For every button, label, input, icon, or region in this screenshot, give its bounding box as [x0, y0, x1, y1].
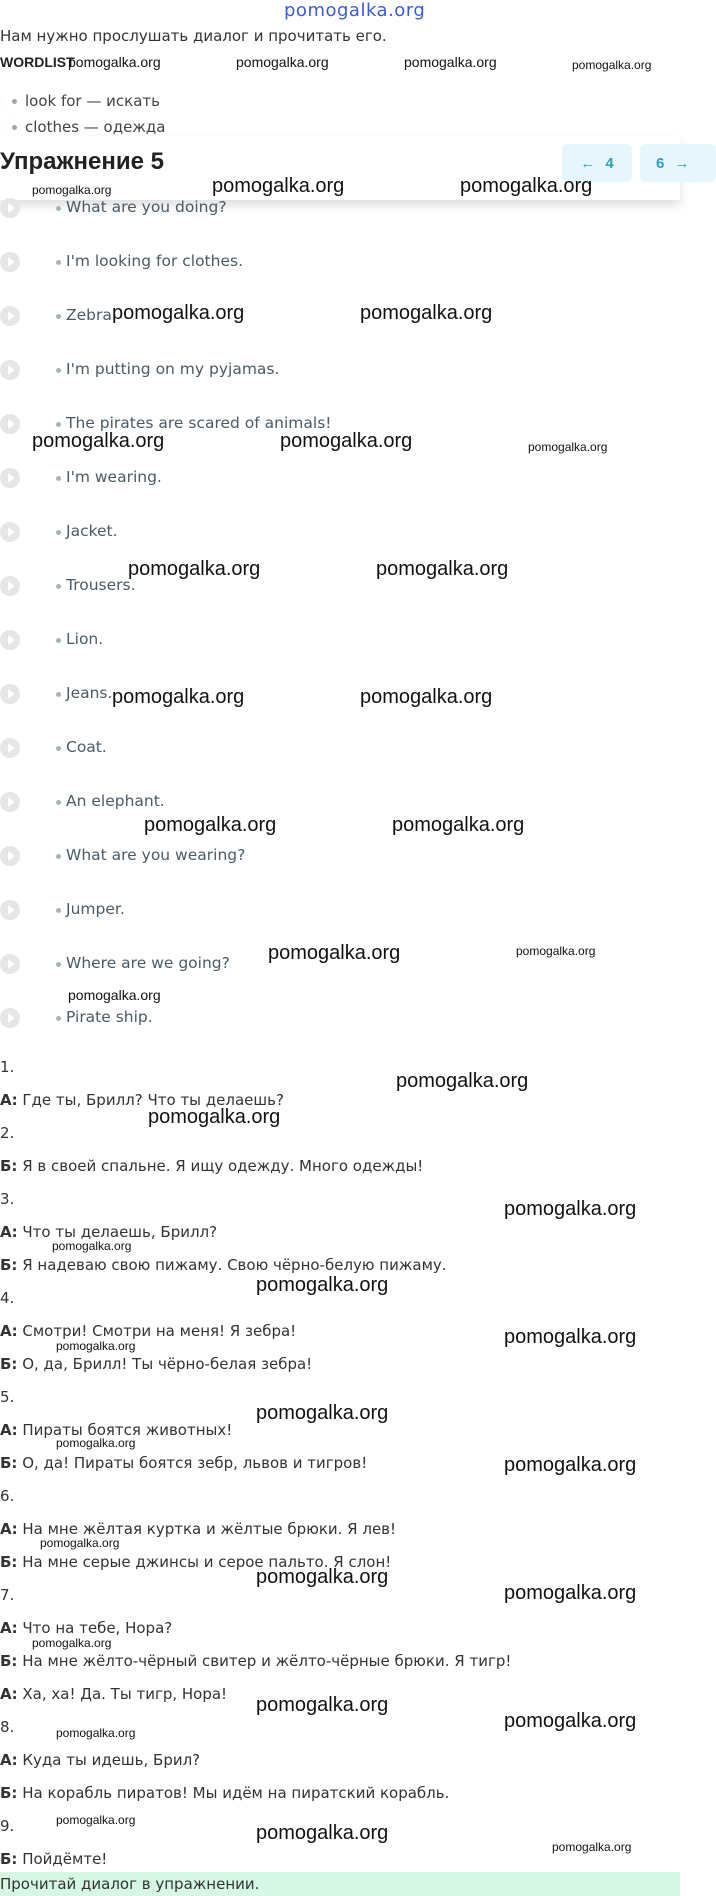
phrase-text: The pirates are scared of animals!: [66, 414, 332, 432]
arrow-right-icon: →: [674, 154, 690, 172]
speaker-label: А:: [0, 1685, 18, 1703]
dialog-line: [0, 1619, 172, 1637]
next-exercise-label: 6: [656, 154, 665, 172]
watermark: pomogalka.org: [32, 183, 112, 197]
bullet-icon: [56, 908, 61, 913]
speaker-label: Б:: [0, 1553, 18, 1571]
watermark: pomogalka.org: [256, 1274, 389, 1296]
dialog-line: [0, 1850, 107, 1868]
bullet-icon: [56, 692, 61, 697]
dialog-line: [0, 1751, 200, 1769]
line-text: На мне серые джинсы и серое пальто. Я слон!: [17, 1553, 392, 1571]
bullet-icon: [56, 962, 61, 967]
dialog-number: 5.: [0, 1388, 15, 1406]
bullet-icon: [56, 530, 61, 535]
task-note-text: Прочитай диалог в упражнении.: [0, 1875, 260, 1893]
bullet-icon: [56, 1016, 61, 1021]
dialog-line: [0, 1685, 227, 1703]
watermark: pomogalka.org: [56, 1726, 136, 1740]
play-icon[interactable]: [0, 792, 20, 812]
intro-text: Нам нужно прослушать диалог и прочитать его.: [0, 27, 387, 45]
bullet-icon: [56, 638, 61, 643]
speaker-label: А:: [0, 1223, 18, 1241]
phrase-row: [0, 898, 400, 924]
line-text: Пойдёмте!: [17, 1850, 108, 1868]
phrase-row: [0, 628, 400, 654]
watermark: pomogalka.org: [144, 814, 277, 836]
watermark: pomogalka.org: [392, 814, 525, 836]
speaker-label: Б:: [0, 1784, 18, 1802]
phrase-text: What are you wearing?: [66, 846, 246, 864]
bullet-icon: [56, 260, 61, 265]
watermark: pomogalka.org: [360, 686, 493, 708]
watermark: pomogalka.org: [112, 302, 245, 324]
watermark: pomogalka.org: [504, 1198, 637, 1220]
speaker-label: Б:: [0, 1454, 18, 1472]
watermark: pomogalka.org: [256, 1822, 389, 1844]
dialog-number: 1.: [0, 1058, 15, 1076]
play-icon[interactable]: [0, 360, 20, 380]
watermark: pomogalka.org: [504, 1326, 637, 1348]
watermark: pomogalka.org: [396, 1070, 529, 1092]
phrase-row: [0, 844, 400, 870]
dialog-line: [0, 1256, 447, 1274]
play-icon[interactable]: [0, 576, 20, 596]
watermark: pomogalka.org: [404, 54, 497, 70]
phrase-text: Pirate ship.: [66, 1008, 153, 1026]
speaker-label: А:: [0, 1322, 18, 1340]
play-icon[interactable]: [0, 468, 20, 488]
play-icon[interactable]: [0, 900, 20, 920]
line-text: О, да! Пираты боятся зебр, львов и тигров!: [17, 1454, 368, 1472]
line-text: Смотри! Смотри на меня! Я зебра!: [17, 1322, 297, 1340]
bullet-icon: [56, 368, 61, 373]
wordlist-item: [12, 118, 166, 136]
bullet-icon: [56, 584, 61, 589]
phrase-row: [0, 1006, 400, 1032]
watermark: pomogalka.org: [360, 302, 493, 324]
next-exercise-button[interactable]: [640, 144, 716, 182]
dialog-number: 9.: [0, 1817, 15, 1835]
speaker-label: Б:: [0, 1850, 18, 1868]
bullet-icon: [12, 125, 17, 130]
speaker-label: Б:: [0, 1157, 18, 1175]
dialog-number: 3.: [0, 1190, 15, 1208]
play-icon[interactable]: [0, 522, 20, 542]
dialog-number: 4.: [0, 1289, 15, 1307]
wordlist-item-text: clothes — одежда: [25, 118, 166, 136]
watermark: pomogalka.org: [256, 1566, 389, 1588]
watermark: pomogalka.org: [32, 1636, 112, 1650]
dialog-line: [0, 1454, 367, 1472]
exercise-title: Упражнение 5: [0, 148, 164, 175]
line-text: Я в своей спальне. Я ищу одежду. Много одежды!: [17, 1157, 424, 1175]
bullet-icon: [12, 99, 17, 104]
watermark: pomogalka.org: [148, 1106, 281, 1128]
play-icon[interactable]: [0, 738, 20, 758]
arrow-left-icon: ←: [580, 154, 596, 172]
wordlist-label: WORDLIST: [0, 54, 75, 70]
play-icon[interactable]: [0, 414, 20, 434]
phrase-text: I'm wearing.: [66, 468, 162, 486]
speaker-label: А:: [0, 1520, 18, 1538]
watermark: pomogalka.org: [40, 1536, 120, 1550]
dialog-number: 8.: [0, 1718, 15, 1736]
speaker-label: А:: [0, 1619, 18, 1637]
line-text: Куда ты идешь, Брил?: [17, 1751, 201, 1769]
watermark: pomogalka.org: [212, 175, 345, 197]
speaker-label: А:: [0, 1091, 18, 1109]
line-text: На мне жёлто-чёрный свитер и жёлто-чёрные брюки. Я тигр!: [17, 1652, 512, 1670]
play-icon[interactable]: [0, 954, 20, 974]
play-icon[interactable]: [0, 252, 20, 272]
line-text: На корабль пиратов! Мы идём на пиратский корабль.: [17, 1784, 450, 1802]
watermark: pomogalka.org: [52, 1239, 132, 1253]
watermark: pomogalka.org: [128, 558, 261, 580]
watermark: pomogalka.org: [256, 1402, 389, 1424]
watermark: pomogalka.org: [32, 430, 165, 452]
dialog-number: 6.: [0, 1487, 15, 1505]
phrase-row: [0, 358, 400, 384]
task-note: [0, 1872, 680, 1896]
site-logo[interactable]: pomogalka.org: [284, 0, 426, 21]
bullet-icon: [56, 422, 61, 427]
speaker-label: А:: [0, 1751, 18, 1769]
watermark: pomogalka.org: [56, 1436, 136, 1450]
watermark: pomogalka.org: [572, 58, 652, 72]
wordlist-item-text: look for — искать: [25, 92, 160, 110]
speaker-label: Б:: [0, 1652, 18, 1670]
phrase-text: I'm putting on my pyjamas.: [66, 360, 280, 378]
phrase-text: What are you doing?: [66, 198, 227, 216]
line-text: Где ты, Брилл? Что ты делаешь?: [17, 1091, 284, 1109]
line-text: На мне жёлтая куртка и жёлтые брюки. Я лев!: [17, 1520, 397, 1538]
dialog-line: [0, 1652, 511, 1670]
phrase-text: An elephant.: [66, 792, 165, 810]
phrase-text: Jumper.: [66, 900, 125, 918]
line-text: Я надеваю свою пижаму. Свою чёрно-белую пижаму.: [17, 1256, 447, 1274]
phrase-text: Trousers.: [66, 576, 136, 594]
watermark: pomogalka.org: [112, 686, 245, 708]
play-icon[interactable]: [0, 198, 20, 218]
play-icon[interactable]: [0, 684, 20, 704]
watermark: pomogalka.org: [504, 1454, 637, 1476]
watermark: pomogalka.org: [280, 430, 413, 452]
phrase-row: [0, 196, 400, 222]
phrase-row: [0, 790, 400, 816]
play-icon[interactable]: [0, 630, 20, 650]
line-text: Пираты боятся животных!: [17, 1421, 233, 1439]
play-icon[interactable]: [0, 306, 20, 326]
watermark: pomogalka.org: [504, 1710, 637, 1732]
play-icon[interactable]: [0, 1008, 20, 1028]
phrase-text: Lion.: [66, 630, 104, 648]
watermark: pomogalka.org: [552, 1840, 632, 1854]
bullet-icon: [56, 854, 61, 859]
bullet-icon: [56, 800, 61, 805]
watermark: pomogalka.org: [460, 175, 593, 197]
watermark: pomogalka.org: [528, 440, 608, 454]
bullet-icon: [56, 206, 61, 211]
line-text: Что на тебе, Нора?: [17, 1619, 173, 1637]
watermark: pomogalka.org: [504, 1582, 637, 1604]
play-icon[interactable]: [0, 846, 20, 866]
phrase-text: Jacket.: [66, 522, 118, 540]
watermark: pomogalka.org: [68, 54, 161, 70]
phrase-row: [0, 736, 400, 762]
dialog-line: [0, 1355, 312, 1373]
line-text: Что ты делаешь, Брилл?: [17, 1223, 218, 1241]
line-text: О, да, Брилл! Ты чёрно-белая зебра!: [17, 1355, 313, 1373]
dialog-line: [0, 1784, 449, 1802]
phrase-text: Where are we going?: [66, 954, 230, 972]
dialog-number: 7.: [0, 1586, 15, 1604]
bullet-icon: [56, 476, 61, 481]
watermark: pomogalka.org: [516, 944, 596, 958]
phrase-text: Zebra.: [66, 306, 117, 324]
line-text: Ха, ха! Да. Ты тигр, Нора!: [17, 1685, 228, 1703]
watermark: pomogalka.org: [376, 558, 509, 580]
watermark: pomogalka.org: [68, 987, 161, 1003]
wordlist-item: [12, 92, 160, 110]
phrase-text: Jeans.: [66, 684, 113, 702]
phrase-text: I'm looking for clothes.: [66, 252, 243, 270]
dialog-line: [0, 1157, 423, 1175]
speaker-label: Б:: [0, 1256, 18, 1274]
dialog-number: 2.: [0, 1124, 15, 1142]
watermark: pomogalka.org: [56, 1339, 136, 1353]
phrase-row: [0, 466, 400, 492]
speaker-label: Б:: [0, 1355, 18, 1373]
dialog-line: [0, 1322, 296, 1340]
watermark: pomogalka.org: [256, 1694, 389, 1716]
phrase-row: [0, 250, 400, 276]
phrase-text: Coat.: [66, 738, 107, 756]
watermark: pomogalka.org: [236, 54, 329, 70]
watermark: pomogalka.org: [56, 1813, 136, 1827]
phrase-row: [0, 520, 400, 546]
bullet-icon: [56, 746, 61, 751]
bullet-icon: [56, 314, 61, 319]
prev-exercise-label: 4: [605, 154, 614, 172]
watermark: pomogalka.org: [268, 942, 401, 964]
speaker-label: А:: [0, 1421, 18, 1439]
